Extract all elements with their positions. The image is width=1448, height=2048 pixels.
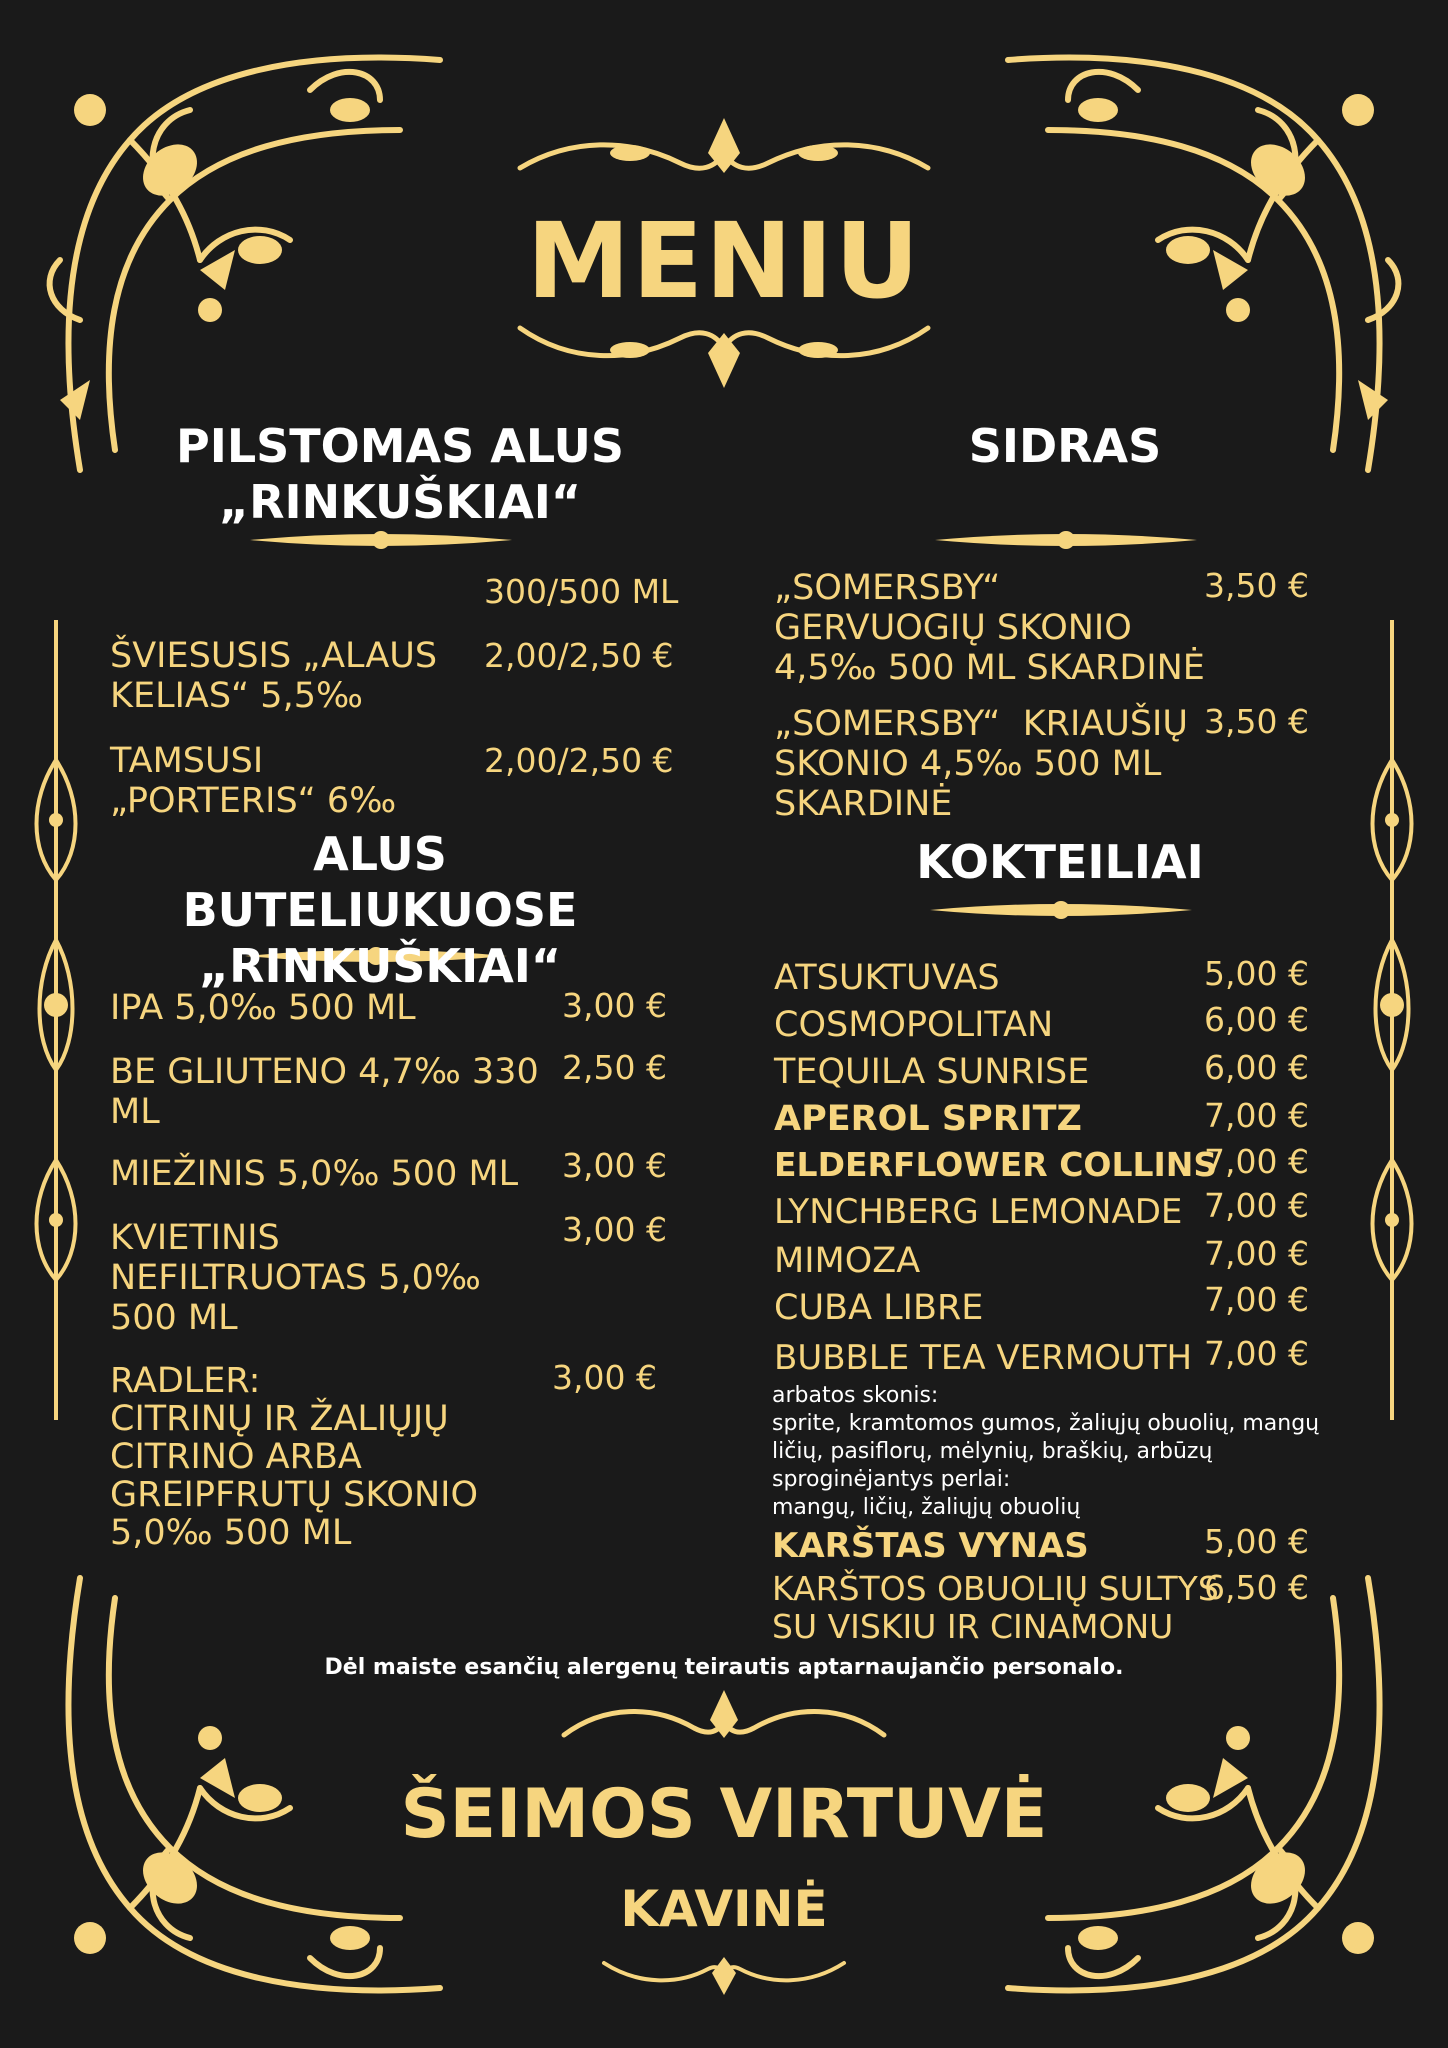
menu-item <box>110 1052 539 1132</box>
menu-item <box>110 988 416 1028</box>
cocktail-row <box>774 1145 1217 1185</box>
item-name-line: 500 ML <box>110 1298 238 1338</box>
item-name: BUBBLE TEA VERMOUTH <box>774 1338 1193 1378</box>
item-price: 6,50 € <box>1204 1568 1309 1607</box>
item-name: CUBA LIBRE <box>774 1288 984 1328</box>
item-name-line: NEFILTRUOTAS 5,0‰ <box>110 1258 481 1298</box>
menu-item <box>110 741 396 821</box>
item-price: 6,00 € <box>1204 1048 1309 1087</box>
item-price: 2,50 € <box>562 1048 667 1087</box>
item-price: 3,00 € <box>562 1146 667 1185</box>
item-name: ELDERFLOWER COLLINS <box>774 1145 1218 1184</box>
item-name: ATSUKTUVAS <box>774 958 1000 998</box>
menu-item <box>774 568 1205 688</box>
item-name-line: ML <box>110 1092 160 1132</box>
item-price: 3,00 € <box>552 1358 657 1397</box>
bottled-beer-heading <box>110 826 650 994</box>
item-price: 7,00 € <box>1204 1280 1309 1319</box>
item-price: 3,00 € <box>562 986 667 1025</box>
menu-title: MENIU <box>526 200 922 322</box>
item-name-line: SKARDINĖ <box>774 784 953 824</box>
divider-cocktails <box>930 898 1192 922</box>
menu-item <box>110 636 437 716</box>
brand-subtitle: KAVINĖ <box>620 1880 828 1938</box>
item-price: 7,00 € <box>1204 1096 1309 1135</box>
bubble-tea-notes <box>772 1382 1319 1522</box>
item-price: 5,00 € <box>1204 954 1309 993</box>
item-price: 2,00/2,50 € <box>484 741 674 780</box>
item-name-line: 5,0‰ 500 ML <box>110 1513 352 1553</box>
item-name-line: TAMSUSI <box>110 741 264 781</box>
item-name-line: KARŠTAS VYNAS <box>772 1526 1089 1566</box>
item-name: MIMOZA <box>774 1241 921 1281</box>
draft-beer-heading-line1: PILSTOMAS ALUS <box>175 419 625 473</box>
note-line: mangų, ličių, žaliųjų obuolių <box>772 1495 1081 1520</box>
item-name: TEQUILA SUNRISE <box>774 1052 1090 1092</box>
menu-item <box>110 1218 481 1338</box>
item-name-line: KELIAS“ 5,5‰ <box>110 676 363 716</box>
menu-item <box>772 1526 1089 1566</box>
bottled-beer-heading-line1: ALUS BUTELIUKUOSE <box>182 827 578 937</box>
item-name-line: GREIPFRUTŲ SKONIO <box>110 1475 479 1515</box>
item-name-line: KVIETINIS <box>110 1218 280 1258</box>
side-ornament-left <box>30 620 82 1420</box>
menu-item <box>774 704 1188 824</box>
item-name-line: 4,5‰ 500 ML SKARDINĖ <box>774 648 1205 688</box>
note-line: arbatos skonis: <box>772 1383 939 1408</box>
cocktail-row <box>774 1288 983 1328</box>
bottled-beer-heading-line2: „RINKUŠKIAI“ <box>198 939 562 993</box>
item-price: 7,00 € <box>1204 1234 1309 1273</box>
item-name-line: CITRINO ARBA <box>110 1437 362 1477</box>
note-line: sprite, kramtomos gumos, žaliųjų obuolių, mangų <box>772 1411 1320 1436</box>
divider-cider <box>935 528 1197 552</box>
item-price: 7,00 € <box>1204 1334 1309 1373</box>
side-ornament-right <box>1366 620 1418 1420</box>
item-name-line: „SOMERSBY“ <box>774 568 1001 608</box>
cocktail-row <box>774 1099 1082 1139</box>
item-name-line: „PORTERIS“ 6‰ <box>110 781 397 821</box>
cocktail-row <box>774 958 1000 998</box>
item-name-line: SU VISKIU IR CINAMONU <box>772 1607 1174 1646</box>
draft-beer-heading-line2: „RINKUŠKIAI“ <box>218 475 582 529</box>
item-name-line: CITRINŲ IR ŽALIŲJŲ <box>110 1399 449 1439</box>
item-price: 6,00 € <box>1204 1000 1309 1039</box>
cocktails-heading: KOKTEILIAI <box>916 835 1204 889</box>
cider-heading: SIDRAS <box>968 419 1162 473</box>
cocktail-row <box>774 1338 1192 1378</box>
item-name-line: IPA 5,0‰ 500 ML <box>110 988 416 1028</box>
cocktail-row <box>774 1241 920 1281</box>
item-name-line: MIEŽINIS 5,0‰ 500 ML <box>110 1154 519 1194</box>
cocktail-row <box>774 1052 1089 1092</box>
draft-size-header: 300/500 ML <box>484 572 679 611</box>
item-price: 7,00 € <box>1204 1186 1309 1225</box>
cocktail-row <box>774 1005 1053 1045</box>
item-price: 3,50 € <box>1204 566 1309 605</box>
item-name: APEROL SPRITZ <box>774 1099 1082 1139</box>
brand-flourish-bottom <box>598 1945 850 1995</box>
item-name-line: ŠVIESUSIS „ALAUS <box>110 636 438 676</box>
item-name: LYNCHBERG LEMONADE <box>774 1192 1183 1232</box>
item-name-line: GERVUOGIŲ SKONIO <box>774 608 1132 648</box>
item-price: 5,00 € <box>1204 1522 1309 1561</box>
cocktail-row <box>774 1192 1182 1232</box>
item-price: 7,00 € <box>1204 1142 1309 1181</box>
item-name: COSMOPOLITAN <box>774 1005 1054 1045</box>
note-line: ličių, pasiflorų, mėlynių, braškių, arbūzų <box>772 1439 1213 1464</box>
item-price: 3,00 € <box>562 1210 667 1249</box>
item-name-line: BE GLIUTENO 4,7‰ 330 <box>110 1052 539 1092</box>
title-flourish-top <box>510 118 938 188</box>
allergy-note: Dėl maiste esančių alergenų teirautis aptarnaujančio personalo. <box>324 1655 1124 1680</box>
brand-name: ŠEIMOS VIRTUVĖ <box>400 1775 1048 1854</box>
divider-draft <box>250 528 512 552</box>
menu-item <box>110 1154 518 1194</box>
note-line: sproginėjantys perlai: <box>772 1467 1011 1492</box>
item-name-line: „SOMERSBY“ KRIAUŠIŲ <box>774 704 1189 744</box>
menu-item <box>110 1362 478 1552</box>
item-name-line: KARŠTOS OBUOLIŲ SULTYS <box>772 1569 1219 1608</box>
menu-item <box>772 1570 1219 1646</box>
item-price: 3,50 € <box>1204 702 1309 741</box>
item-name-line: SKONIO 4,5‰ 500 ML <box>774 744 1162 784</box>
item-price: 2,00/2,50 € <box>484 636 674 675</box>
brand-flourish-top <box>554 1690 894 1750</box>
draft-beer-heading <box>140 418 660 530</box>
item-name-line: RADLER: <box>110 1361 261 1401</box>
